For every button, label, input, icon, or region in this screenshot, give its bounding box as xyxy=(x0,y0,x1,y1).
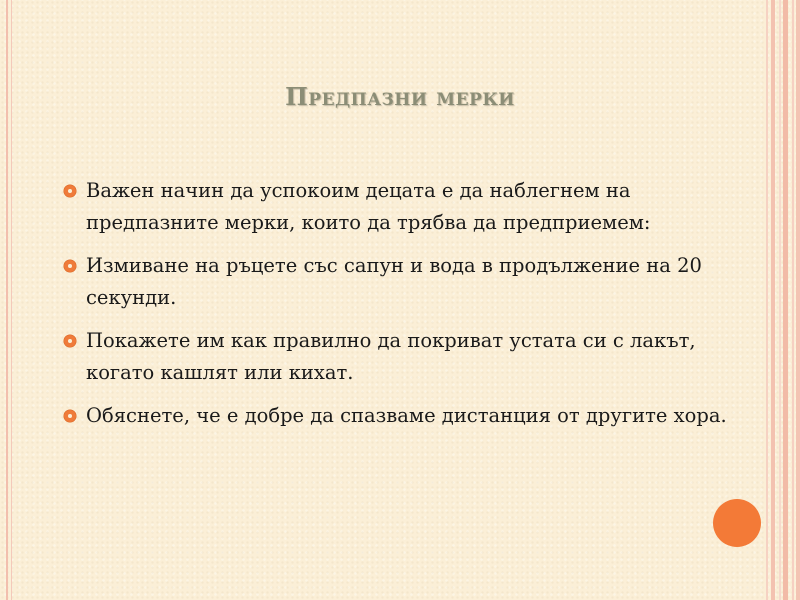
decorative-orange-circle xyxy=(713,499,761,547)
bullet-text: Важен начин да успокоим децата е да наблегнем на предпазните мерки, които да трябва да предприемем: xyxy=(86,179,651,234)
bullet-item xyxy=(64,400,734,432)
bullet-item xyxy=(64,325,734,389)
bullet-text: Покажете им как правилно да покриват устата си с лакът, когато кашлят или кихат. xyxy=(86,329,696,384)
left-border-line xyxy=(6,0,8,600)
left-border-line-inner xyxy=(11,0,12,600)
bullet-circle-icon xyxy=(64,335,76,347)
bullet-list xyxy=(64,175,734,443)
bullet-text: Измиване на ръцете със сапун и вода в продължение на 20 секунди. xyxy=(86,254,702,309)
bullet-circle-icon xyxy=(64,260,76,272)
right-decorative-stripes xyxy=(762,0,800,600)
bullet-text: Обяснете, че е добре да спазваме дистанция от другите хора. xyxy=(86,404,727,427)
bullet-circle-icon xyxy=(64,185,76,197)
slide-title: Предпазни мерки xyxy=(285,82,515,111)
bullet-item xyxy=(64,175,734,239)
bullet-item xyxy=(64,250,734,314)
bullet-circle-icon xyxy=(64,410,76,422)
